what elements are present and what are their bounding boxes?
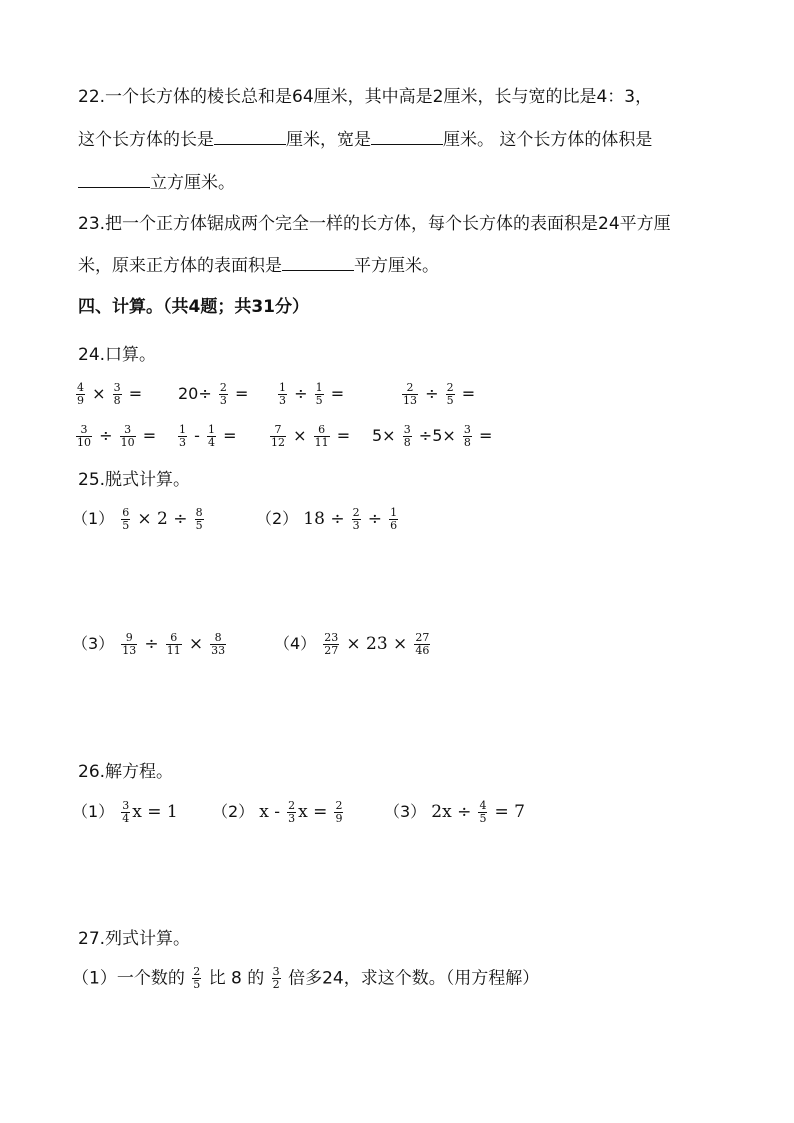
q25-problem-2: （2） 18 ÷ $\frac{2}{3}$ ÷ $\frac{1}{6}$ [256, 506, 398, 532]
q25-problem-1: （1） $\frac{6}{5}$ × 2 ÷ $\frac{8}{5}$ [72, 506, 203, 532]
q24-title: 24.口算。 [78, 345, 157, 365]
fraction: $\frac{8}{5}$ [195, 506, 203, 532]
q22-line1: 22.一个长方体的棱长总和是64厘米，其中高是2厘米，长与宽的比是4：3， [78, 87, 653, 107]
fraction: $\frac{1}{4}$ [207, 423, 215, 449]
fraction: $\frac{2}{3}$ [288, 799, 296, 825]
q22-text-a: 这个长方体的长是 [78, 130, 214, 150]
q27-problem-1: （1）一个数的 $\frac{2}{5}$ 比 8 的 $\frac{3}{2}$ 倍多24，求这个数。（用方程解） [72, 965, 540, 991]
fraction: $\frac{3}{10}$ [77, 423, 91, 449]
fraction: $\frac{27}{46}$ [415, 631, 430, 657]
fraction: $\frac{7}{12}$ [271, 423, 285, 449]
answer-blank-surface[interactable] [282, 254, 354, 271]
q26-problem-2: （2） x - $\frac{2}{3}$ x = $\frac{2}{9}$ [212, 799, 343, 825]
q26-title: 26.解方程。 [78, 762, 174, 782]
fraction: $\frac{6}{11}$ [166, 631, 181, 657]
q24-item-e: $\frac{3}{10}$ ÷ $\frac{3}{10}$ = [77, 423, 157, 449]
q25-problem-3: （3） $\frac{9}{13}$ ÷ $\frac{6}{11}$ × $\frac{8}{33}$ [72, 631, 226, 657]
q22-text-c: 厘米。 这个长方体的体积是 [443, 130, 653, 150]
q24-item-a: $\frac{4}{9}$ × $\frac{3}{8}$ = [77, 381, 143, 407]
q24-item-c: $\frac{1}{3}$ ÷ $\frac{1}{5}$ = [279, 381, 345, 407]
q23-text-b: 平方厘米。 [354, 256, 439, 276]
q24-item-f: $\frac{1}{3}$ - $\frac{1}{4}$ = [179, 423, 237, 449]
q23-text-a: 米，原来正方体的表面积是 [78, 256, 282, 276]
answer-blank-volume[interactable] [78, 171, 150, 188]
fraction: $\frac{4}{5}$ [479, 799, 487, 825]
q24-item-h: 5× $\frac{3}{8}$ ÷5× $\frac{3}{8}$ = [372, 423, 493, 449]
fraction: $\frac{6}{5}$ [122, 506, 130, 532]
q24-item-b: 20÷ $\frac{2}{3}$ = [178, 381, 249, 407]
fraction: $\frac{1}{3}$ [179, 423, 186, 449]
fraction: $\frac{2}{3}$ [219, 381, 227, 407]
fraction: $\frac{6}{11}$ [314, 423, 329, 449]
q23-line1: 23.把一个正方体锯成两个完全一样的长方体，每个长方体的表面积是24平方厘 [78, 214, 671, 234]
q22-line2 [78, 128, 652, 151]
fraction: $\frac{3}{2}$ [272, 965, 280, 991]
fraction: $\frac{2}{5}$ [193, 965, 201, 991]
q26-problem-3: （3） 2x ÷ $\frac{4}{5}$ = 7 [384, 799, 525, 825]
fraction: $\frac{2}{3}$ [352, 506, 360, 532]
fraction: $\frac{1}{6}$ [390, 506, 398, 532]
fraction: $\frac{3}{8}$ [463, 423, 471, 449]
q24-item-d: $\frac{2}{13}$ ÷ $\frac{2}{5}$ = [403, 381, 476, 407]
fraction: $\frac{3}{8}$ [403, 423, 411, 449]
q25-title: 25.脱式计算。 [78, 470, 191, 490]
answer-blank-length[interactable] [214, 128, 286, 145]
answer-blank-width[interactable] [371, 128, 443, 145]
fraction: $\frac{9}{13}$ [122, 631, 137, 657]
q27-title: 27.列式计算。 [78, 929, 191, 949]
fraction: $\frac{1}{5}$ [315, 381, 323, 407]
fraction: $\frac{2}{9}$ [335, 799, 343, 825]
q22-text-d: 立方厘米。 [150, 173, 235, 193]
fraction: $\frac{3}{8}$ [113, 381, 121, 407]
fraction: $\frac{1}{3}$ [279, 381, 286, 407]
fraction: $\frac{2}{13}$ [403, 381, 417, 407]
q26-problem-1: （1） $\frac{3}{4}$ x = 1 [72, 799, 178, 825]
q22-line3 [78, 171, 235, 194]
section-heading: 四、计算。（共4题；共31分） [78, 297, 309, 317]
fraction: $\frac{2}{5}$ [446, 381, 454, 407]
fraction: $\frac{4}{9}$ [77, 381, 84, 407]
fraction: $\frac{3}{10}$ [120, 423, 135, 449]
q22-text-b: 厘米，宽是 [286, 130, 371, 150]
q23-line2 [78, 254, 439, 277]
fraction: $\frac{8}{33}$ [211, 631, 226, 657]
q24-item-g: $\frac{7}{12}$ × $\frac{6}{11}$ = [271, 423, 351, 449]
q25-problem-4: （4） $\frac{23}{27}$ × 23 × $\frac{27}{46}$ [274, 631, 430, 657]
fraction: $\frac{23}{27}$ [324, 631, 339, 657]
fraction: $\frac{3}{4}$ [122, 799, 130, 825]
